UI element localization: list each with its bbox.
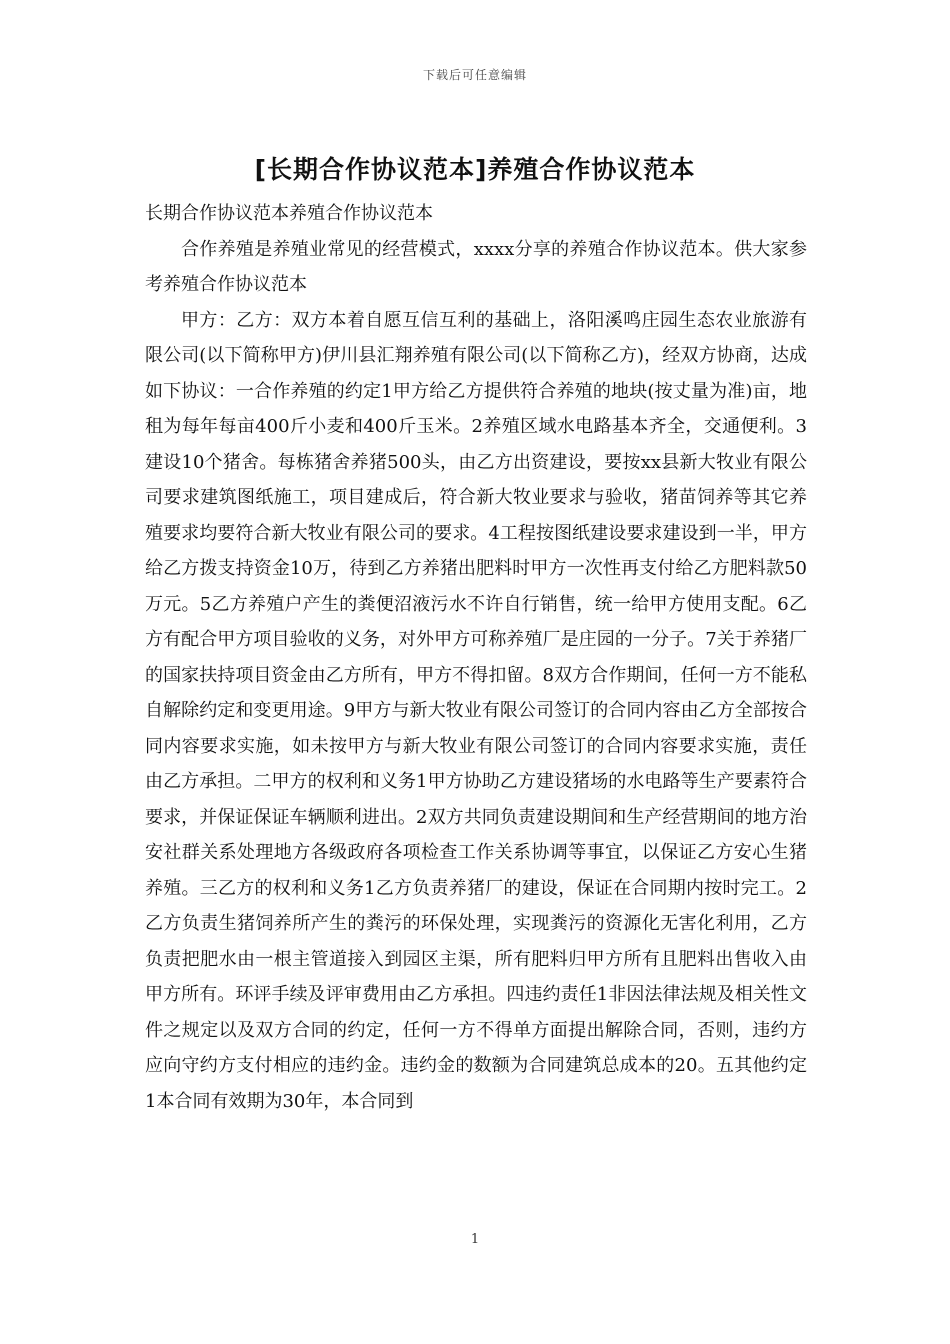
page-number: 1 (470, 1232, 480, 1247)
document-body (145, 196, 807, 1119)
paragraph-intro: 合作养殖是养殖业常见的经营模式，xxxx分享的养殖合作协议范本。供大家参考养殖合作协议范本 (145, 238, 807, 295)
header-note: 下载后可任意编辑 (422, 68, 527, 82)
paragraph-agreement: 甲方：乙方：双方本着自愿互信互利的基础上，洛阳溪鸣庄园生态农业旅游有限公司(以下简称甲方)伊川县汇翔养殖有限公司(以下简称乙方)，经双方协商，达成如下协议：一合作养殖的约定1甲方给乙方提供符合养殖的地块(按丈量为准)亩，地租为每年每亩400斤小麦和400斤玉米。2养殖区域水电路基本齐全，交通便利。3建设10个猪舍。每栋猪舍养猪500头，由乙方出资建设，要按xx县新大牧业有限公司要求建筑图纸施工，项目建成后，符合新大牧业要求与验收，猪苗饲养等其它养殖要求均要符合新大牧业有限公司的要求。4工程按图纸建设要求建设到一半，甲方给乙方拨支持资金10万，待到乙方养猪出肥料时甲方一次性再支付给乙方肥料款50万元。5乙方养殖户产生的粪便沼液污水不许自行销售，统一给甲方使用支配。6乙方有配合甲方项目验收的义务，对外甲方可称养殖厂是庄园的一分子。7关于养猪厂的国家扶持项目资金由乙方所有，甲方不得扣留。8双方合作期间，任何一方不能私自解除约定和变更用途。9甲方与新大牧业有限公司签订的合同内容由乙方全部按合同内容要求实施，如未按甲方与新大牧业有限公司签订的合同内容要求实施，责任由乙方承担。二甲方的权利和义务1甲方协助乙方建设猪场的水电路等生产要素符合要求，并保证保证车辆顺利进出。2双方共同负责建设期间和生产经营期间的地方治安社群关系处理地方各级政府各项检查工作关系协调等事宜，以保证乙方安心生猪养殖。三乙方的权利和义务1乙方负责养猪厂的建设，保证在合同期内按时完工。2乙方负责生猪饲养所产生的粪污的环保处理，实现粪污的资源化无害化利用，乙方负责把肥水由一根主管道接入到园区主渠，所有肥料归甲方所有且肥料出售收入由甲方所有。环评手续及评审费用由乙方承担。四违约责任1非因法律法规及相关性文件之规定以及双方合同的约定，任何一方不得单方面提出解除合同，否则，违约方应向守约方支付相应的违约金。违约金的数额为合同建筑总成本的20。五其他约定1本合同有效期为30年，本合同到 (145, 309, 807, 1112)
document-subtitle: 长期合作协议范本养殖合作协议范本 (145, 203, 433, 224)
document-title: [长期合作协议范本]养殖合作协议范本 (254, 155, 696, 184)
